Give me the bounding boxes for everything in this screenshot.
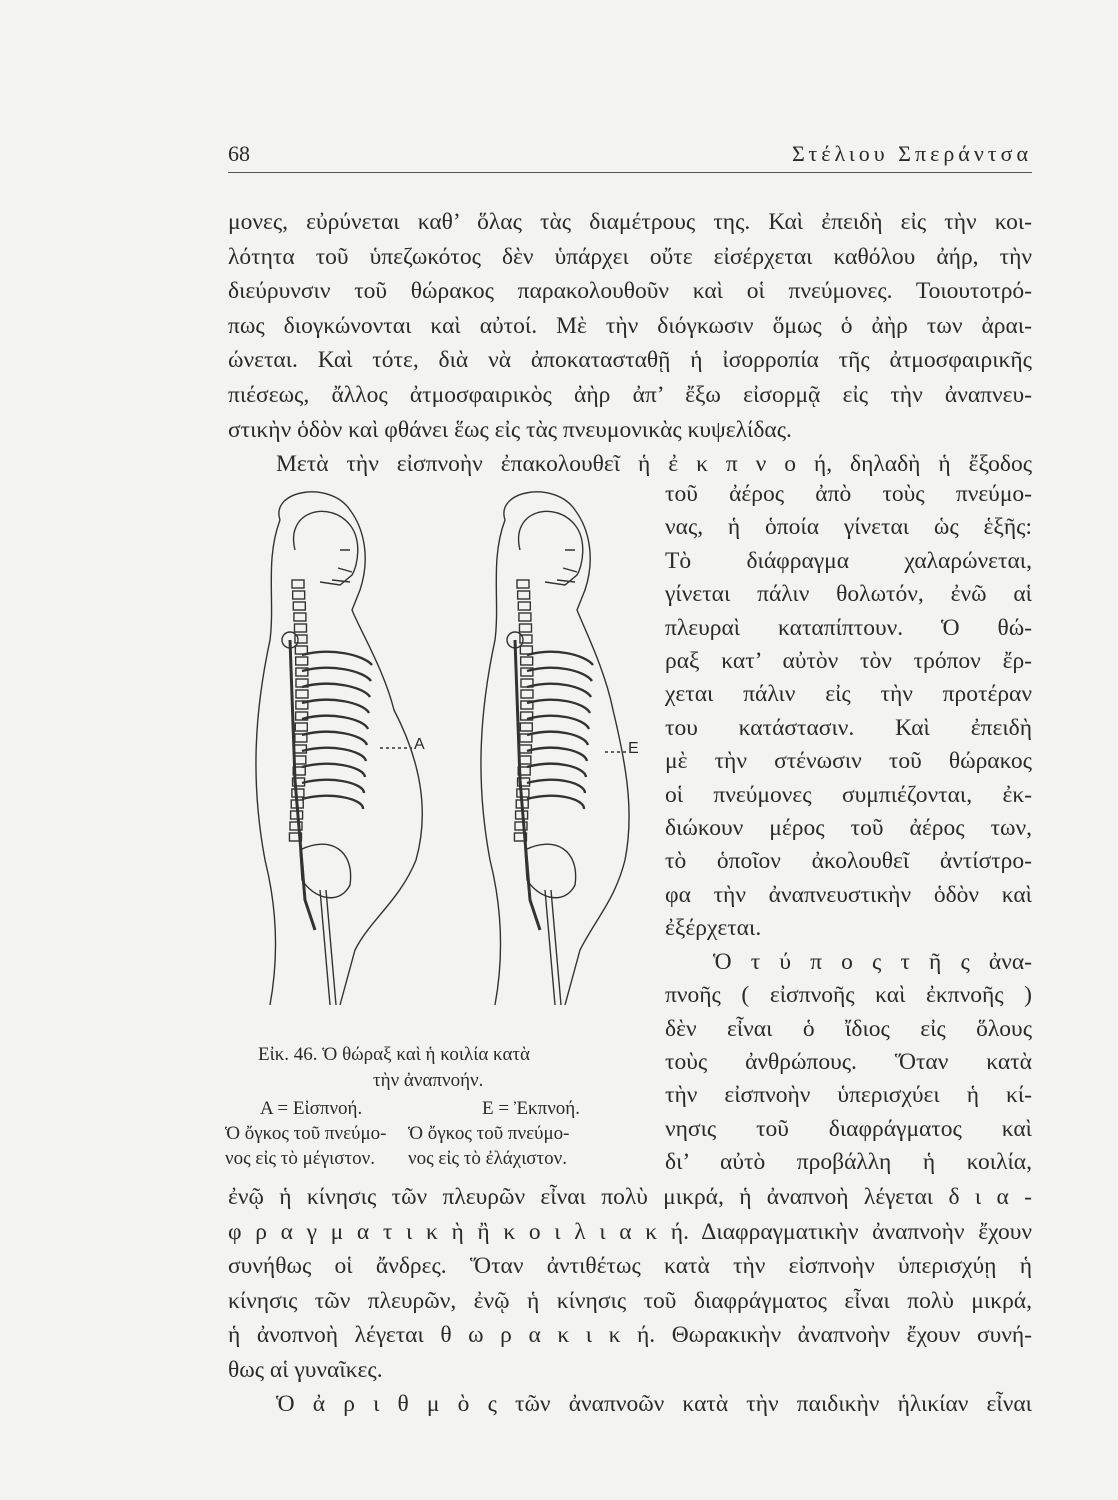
text-line: συνήθως οἱ ἄνδρες. Ὅταν ἀντιθέτως κατὰ τὴν εἰσπνοὴν ὑπερισχύῃ ἡ xyxy=(228,1253,1032,1279)
figure-note-e-line1: Ὁ ὄγκος τοῦ πνεύμο- xyxy=(408,1123,570,1144)
rib-inhale xyxy=(302,652,372,665)
text-line: ἡ ἀνοπνοὴ λέγεται θ ω ρ α κ ι κ ή. Θωρακικὴν ἀναπνοὴν ἔχουν συνή- xyxy=(228,1322,1032,1348)
text-line: Μετὰ τὴν εἰσπνοὴν ἐπακολουθεῖ ἡ ἐ κ π ν ο ή, δηλαδὴ ἡ ἔξοδος xyxy=(276,451,1032,478)
text-line: μὲ τὴν στένωσιν τοῦ θώρακος xyxy=(665,748,1032,775)
vertebra-exhale xyxy=(518,591,530,599)
rib-inhale xyxy=(302,684,370,697)
figure-skeletons-breathing xyxy=(230,480,670,1020)
text-line: πως διογκώνονται καὶ αὐτοί. Μὲ τὴν διόγκωσιν ὅμως ὁ ἀὴρ των ἀραι- xyxy=(228,312,1032,339)
rib-exhale xyxy=(527,780,585,793)
header-rule xyxy=(228,172,1032,173)
text-line: κίνησις τῶν πλευρῶν, ἐνῷ ἡ κίνησις τοῦ διαφράγματος εἶναι πολὺ μικρά, xyxy=(228,1287,1032,1314)
rib-inhale xyxy=(302,732,367,745)
text-line: τὴν εἰσπνοὴν ὑπερισχύει ἡ κί- xyxy=(665,1082,1032,1109)
vertebra-inhale xyxy=(292,789,304,797)
text-line: λότητα τοῦ ὑπεζωκότος δὲν ὑπάρχει οὔτε εἰσέρχεται καθόλου ἀήρ, τὴν xyxy=(228,243,1032,270)
vertebra-exhale xyxy=(517,789,529,797)
rib-inhale xyxy=(302,796,363,809)
vertebra-inhale xyxy=(296,690,308,698)
vertebra-inhale xyxy=(295,646,307,654)
vertebra-exhale xyxy=(521,657,533,665)
rib-exhale xyxy=(527,732,588,745)
text-line: ἐξέρχεται. xyxy=(665,915,762,942)
rib-exhale xyxy=(527,796,584,809)
text-block-right-column xyxy=(665,478,1032,1180)
text-line: φ ρ α γ μ α τ ι κ ὴ ἢ κ ο ι λ ι α κ ή. Διαφραγματικὴν ἀναπνοὴν ἔχουν xyxy=(228,1218,1032,1245)
text-line: πλευραὶ καταπίπτουν. Ὁ θώ- xyxy=(665,614,1032,641)
figure-note-e-line2: νος εἰς τὸ ἐλάχιστον. xyxy=(408,1148,568,1169)
vertebra-exhale xyxy=(517,580,529,588)
rib-exhale xyxy=(527,748,587,761)
text-block-top xyxy=(228,205,1032,482)
vertebra-inhale xyxy=(294,613,306,621)
pelvis-inhale xyxy=(300,844,351,898)
rib-inhale xyxy=(302,700,369,713)
text-line: νας, ἡ ὁποία γίνεται ὡς ἑξῆς: xyxy=(665,514,1032,541)
text-line: ἐνῷ ἡ κίνησις τῶν πλευρῶν εἶναι πολὺ μικρά, ἡ ἀναπνοὴ λέγεται δ ι α - xyxy=(228,1184,1032,1210)
vertebra-inhale xyxy=(296,657,308,665)
figure-note-a-line1: Ὁ ὄγκος τοῦ πνεύμο- xyxy=(225,1123,387,1144)
body-outline-back-exhale xyxy=(481,520,505,1005)
rib-inhale xyxy=(302,716,368,729)
vertebra-exhale xyxy=(520,723,532,731)
vertebra-exhale xyxy=(519,613,531,621)
rib-inhale xyxy=(302,668,371,681)
rib-exhale xyxy=(527,716,589,729)
rib-exhale xyxy=(527,652,593,665)
pelvis-exhale xyxy=(525,844,576,898)
figure-legend-e: Ε = Ἐκπνοή. xyxy=(482,1098,580,1119)
figure-label-a: A xyxy=(414,736,425,753)
vertebra-exhale xyxy=(518,602,530,610)
vertebra-inhale xyxy=(293,602,305,610)
vertebra-inhale xyxy=(294,624,306,632)
figure-legend-a: Α = Εἰσπνοή. xyxy=(260,1098,363,1119)
vertebra-exhale xyxy=(520,646,532,654)
text-line: Ὁ ἀ ρ ι θ μ ὸ ς τῶν ἀναπνοῶν κατὰ τὴν παιδικὴν ἡλικίαν εἶναι xyxy=(276,1391,1032,1417)
femur-inhale xyxy=(320,890,336,1005)
text-line: Τὸ διάφραγμα χαλαρώνεται, xyxy=(665,547,1032,574)
text-line: Ὁ τ ύ π ο ς τ ῆ ς ἀνα- xyxy=(713,948,1032,975)
vertebra-inhale xyxy=(294,745,306,753)
text-line: χεται πάλιν εἰς τὴν προτέραν xyxy=(665,681,1032,708)
text-line: διώκουν μέρος τοῦ ἀέρος των, xyxy=(665,815,1032,842)
body-outline-back-inhale xyxy=(256,520,280,1005)
rib-inhale xyxy=(302,748,366,761)
vertebra-inhale xyxy=(293,591,305,599)
text-line: τοῦ ἀέρος ἀπὸ τοὺς πνεύμο- xyxy=(665,481,1032,507)
text-line: νησις τοῦ διαφράγματος καὶ xyxy=(665,1115,1032,1142)
text-line: διεύρυνσιν τοῦ θώρακος παρακολουθοῦν καὶ οἱ πνεύμονες. Τοιουτοτρό- xyxy=(228,278,1032,305)
rib-exhale xyxy=(527,764,586,777)
text-line: οἱ πνεύμονες συμπιέζονται, ἐκ- xyxy=(665,781,1032,808)
figure-note-a-line2: νος εἰς τὸ μέγιστον. xyxy=(225,1148,376,1169)
figure-label-e: E xyxy=(628,740,639,757)
arm-bones-inhale xyxy=(290,640,315,930)
femur-exhale xyxy=(545,890,561,1005)
text-line: ώνεται. Καὶ τότε, διὰ νὰ ἀποκατασταθῇ ἡ ἰσορροπία τῆς ἀτμοσφαιρικῆς xyxy=(228,347,1032,374)
text-line: μονες, εὐρύνεται καθ’ ὅλας τὰς διαμέτρους της. Καὶ ἐπειδὴ εἰς τὴν κοι- xyxy=(228,209,1032,235)
rib-inhale xyxy=(302,780,364,793)
figure-caption-line2: τὴν ἀναπνοήν. xyxy=(373,1070,484,1091)
vertebra-inhale xyxy=(292,580,304,588)
text-line: τὸ ὁποῖον ἀκολουθεῖ ἀντίστρο- xyxy=(665,848,1032,875)
arm-bones-exhale xyxy=(515,640,540,930)
text-line: θως αἱ γυναῖκες. xyxy=(228,1356,383,1383)
text-line: στικὴν ὁδὸν καὶ φθάνει ἕως εἰς τὰς πνευμονικὰς κυψελίδας. xyxy=(228,416,792,443)
rib-exhale xyxy=(527,700,590,713)
rib-inhale xyxy=(302,764,365,777)
rib-exhale xyxy=(527,684,591,697)
running-header-author: Στέλιου Σπεράντσα xyxy=(791,141,1032,166)
figure-caption-line1: Εἰκ. 46. Ὁ θώραξ καὶ ἡ κοιλία κατὰ xyxy=(258,1044,530,1065)
skull-inhale xyxy=(294,511,358,585)
text-line: γίνεται πάλιν θολωτόν, ἐνῶ αἱ xyxy=(665,581,1032,608)
text-line: φα τὴν ἀναπνευστικὴν ὁδὸν καὶ xyxy=(665,881,1032,908)
text-line: τοὺς ἀνθρώπους. Ὅταν κατὰ xyxy=(665,1048,1032,1075)
page-number: 68 xyxy=(228,141,250,166)
vertebra-exhale xyxy=(521,690,533,698)
text-block-bottom xyxy=(228,1180,1032,1422)
skull-exhale xyxy=(519,511,583,585)
vertebra-exhale xyxy=(519,745,531,753)
rib-exhale xyxy=(527,668,592,681)
text-line: του κατάστασιν. Καὶ ἐπειδὴ xyxy=(665,714,1032,741)
text-line: δι’ αὐτὸ προβάλλη ἡ κοιλία, xyxy=(665,1149,1032,1176)
text-line: ραξ κατ’ αὐτὸν τὸν τρόπον ἔρ- xyxy=(665,648,1032,675)
text-line: δὲν εἶναι ὁ ἴδιος εἰς ὅλους xyxy=(665,1015,1032,1042)
text-line: πνοῆς ( εἰσπνοῆς καὶ ἐκπνοῆς ) xyxy=(665,982,1032,1009)
vertebra-inhale xyxy=(295,723,307,731)
text-line: πιέσεως, ἄλλος ἀτμοσφαιρικὸς ἀὴρ ἀπ’ ἔξω εἰσορμᾷ εἰς τὴν ἀναπνευ- xyxy=(228,381,1032,408)
vertebra-exhale xyxy=(519,624,531,632)
